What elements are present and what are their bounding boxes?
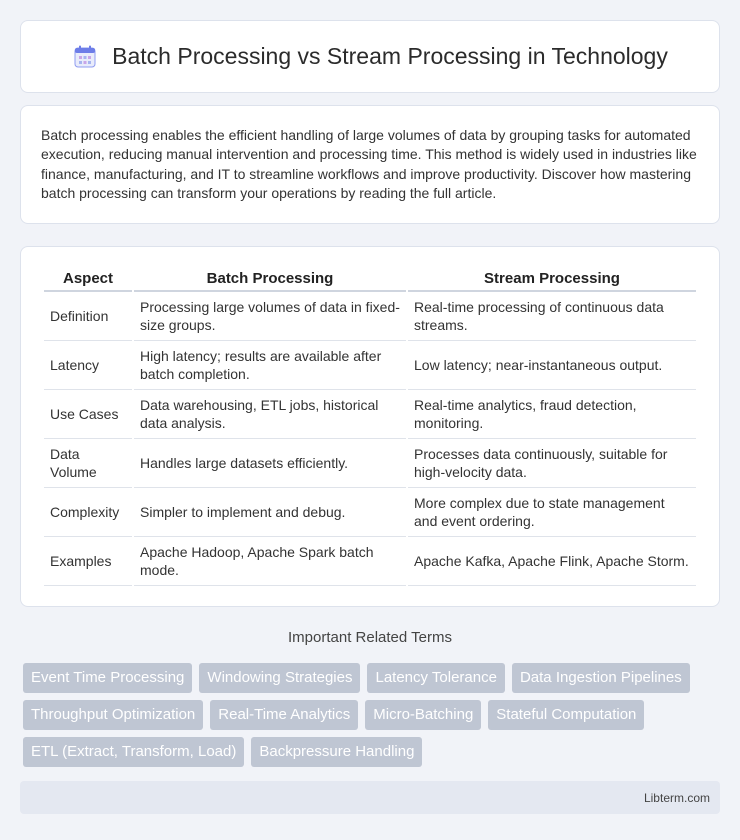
cell-stream: Processes data continuously, suitable for high-velocity data. xyxy=(408,439,696,488)
cell-aspect: Use Cases xyxy=(44,390,132,439)
tag-latency-tolerance[interactable]: Latency Tolerance xyxy=(367,663,504,693)
table-row xyxy=(44,341,696,390)
cell-stream: More complex due to state management and event ordering. xyxy=(408,488,696,537)
cell-stream: Apache Kafka, Apache Flink, Apache Storm. xyxy=(408,537,696,586)
table-row xyxy=(44,488,696,537)
table-header-row xyxy=(44,267,696,292)
related-terms-list xyxy=(20,649,720,767)
cell-batch: Apache Hadoop, Apache Spark batch mode. xyxy=(134,537,406,586)
intro-paragraph: Batch processing enables the efficient handling of large volumes of data by grouping tasks for automated execution, reducing manual intervention and processing time. This method is widely used in industries like finance, manufacturing, and IT to streamline workflows and improve productivity. Discover how mastering batch processing can transform your operations by reading the full article. xyxy=(41,127,697,202)
table-row xyxy=(44,439,696,488)
footer xyxy=(20,781,720,814)
cell-aspect: Definition xyxy=(44,292,132,341)
cell-aspect: Complexity xyxy=(44,488,132,537)
table-row xyxy=(44,292,696,341)
calendar-icon xyxy=(72,44,98,70)
tag-throughput-optimization[interactable]: Throughput Optimization xyxy=(23,700,203,730)
tag-data-ingestion-pipelines[interactable]: Data Ingestion Pipelines xyxy=(512,663,690,693)
tag-stateful-computation[interactable]: Stateful Computation xyxy=(488,700,644,730)
header-stream: Stream Processing xyxy=(408,267,696,292)
header-aspect: Aspect xyxy=(44,267,132,292)
cell-stream: Real-time processing of continuous data streams. xyxy=(408,292,696,341)
tag-event-time-processing[interactable]: Event Time Processing xyxy=(23,663,192,693)
tag-windowing-strategies[interactable]: Windowing Strategies xyxy=(199,663,360,693)
cell-batch: Data warehousing, ETL jobs, historical data analysis. xyxy=(134,390,406,439)
cell-aspect: Latency xyxy=(44,341,132,390)
tag-real-time-analytics[interactable]: Real-Time Analytics xyxy=(210,700,358,730)
comparison-table-card xyxy=(20,246,720,607)
cell-stream: Real-time analytics, fraud detection, monitoring. xyxy=(408,390,696,439)
intro-card xyxy=(20,105,720,224)
cell-batch: Simpler to implement and debug. xyxy=(134,488,406,537)
footer-site-link[interactable]: Libterm.com xyxy=(643,790,710,805)
cell-batch: Processing large volumes of data in fixed-size groups. xyxy=(134,292,406,341)
tag-etl[interactable]: ETL (Extract, Transform, Load) xyxy=(23,737,244,767)
cell-batch: Handles large datasets efficiently. xyxy=(134,439,406,488)
page-title: Batch Processing vs Stream Processing in Technology xyxy=(112,43,668,69)
tag-backpressure-handling[interactable]: Backpressure Handling xyxy=(251,737,422,767)
header-batch: Batch Processing xyxy=(134,267,406,292)
related-terms-title: Important Related Terms xyxy=(288,629,452,646)
table-row xyxy=(44,390,696,439)
cell-aspect: Data Volume xyxy=(44,439,132,488)
cell-batch: High latency; results are available after batch completion. xyxy=(134,341,406,390)
title-card xyxy=(20,20,720,93)
comparison-table xyxy=(42,267,698,586)
cell-stream: Low latency; near-instantaneous output. xyxy=(408,341,696,390)
cell-aspect: Examples xyxy=(44,537,132,586)
table-row xyxy=(44,537,696,586)
tag-micro-batching[interactable]: Micro-Batching xyxy=(365,700,481,730)
